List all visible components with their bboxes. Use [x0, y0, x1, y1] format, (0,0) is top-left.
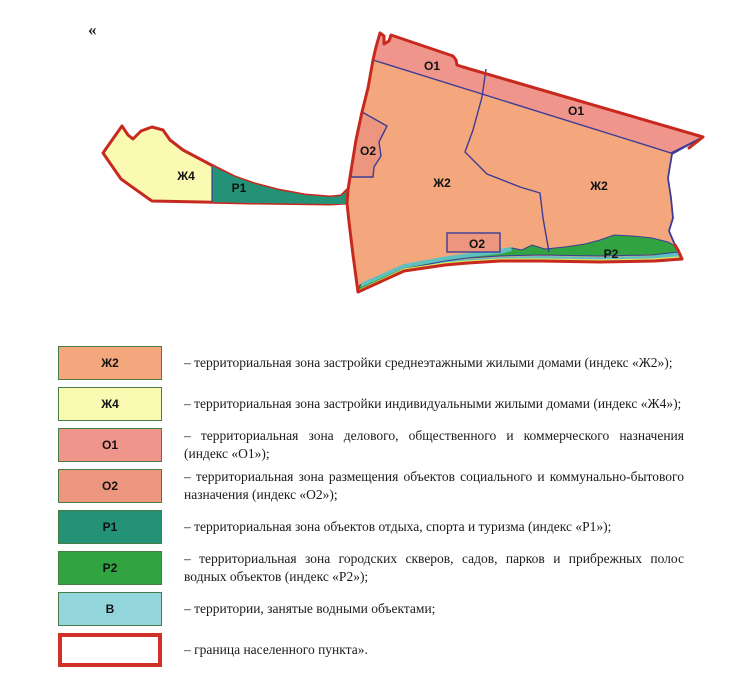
legend-swatch-zh4: [58, 387, 162, 421]
legend-description: – территориальная зона размещения объектов социального и коммунально-бытового назначения (индекс «О2»);: [184, 469, 684, 502]
legend-code: О1: [101, 438, 118, 452]
legend-description: – граница населенного пункта».: [184, 642, 368, 657]
opening-quote: «: [88, 20, 97, 39]
label-o2-west: О2: [359, 144, 377, 158]
legend-code: Ж2: [101, 356, 119, 370]
legend-row-water: [58, 592, 690, 626]
legend-description: – территории, занятые водными объектами;: [184, 601, 436, 616]
legend-row-o2: [58, 469, 690, 503]
zoning-map: [0, 0, 749, 332]
legend-code: О2: [101, 479, 118, 493]
legend-description: – территориальная зона застройки индивидуальными жилыми домами (индекс «Ж4»);: [184, 396, 682, 411]
label-zh2-left: Ж2: [433, 176, 451, 190]
legend-row-zh2: [58, 346, 690, 380]
label-r2: Р2: [603, 247, 619, 261]
legend-swatch-water: [58, 592, 162, 626]
label-o2-south: О2: [468, 237, 486, 251]
legend-description: – территориальная зона делового, общественного и коммерческого назначения (индекс «О1»);: [184, 428, 684, 461]
legend-swatch-r1: [58, 510, 162, 544]
zoning-map-svg: [0, 0, 749, 332]
legend-swatch-o2: [58, 469, 162, 503]
legend-code: Р1: [102, 520, 118, 534]
legend-swatch-zh2: [58, 346, 162, 380]
legend-description: – территориальная зона городских скверов, садов, парков и прибрежных полос водных объектов (индекс «Р2»);: [184, 551, 684, 584]
legend-row-r2: [58, 551, 690, 585]
label-o1-left: О1: [423, 59, 441, 73]
legend-swatch-boundary: [58, 633, 162, 667]
legend-row-r1: [58, 510, 690, 544]
label-zh2-right: Ж2: [590, 179, 608, 193]
label-o1-right: О1: [567, 104, 585, 118]
legend-row-boundary: [58, 633, 690, 667]
legend-code: Ж4: [101, 397, 119, 411]
legend-row-o1: [58, 428, 690, 462]
east-boundary: [668, 138, 701, 245]
legend: [58, 346, 690, 674]
legend-swatch-r2: [58, 551, 162, 585]
legend-row-zh4: [58, 387, 690, 421]
label-zh4: Ж4: [177, 169, 195, 183]
legend-code: В: [105, 602, 115, 616]
legend-swatch-o1: [58, 428, 162, 462]
legend-code: Р2: [102, 561, 118, 575]
legend-description: – территориальная зона объектов отдыха, спорта и туризма (индекс «Р1»);: [184, 519, 612, 534]
label-r1: Р1: [231, 181, 247, 195]
legend-description: – территориальная зона застройки среднеэтажными жилыми домами (индекс «Ж2»);: [184, 355, 673, 370]
